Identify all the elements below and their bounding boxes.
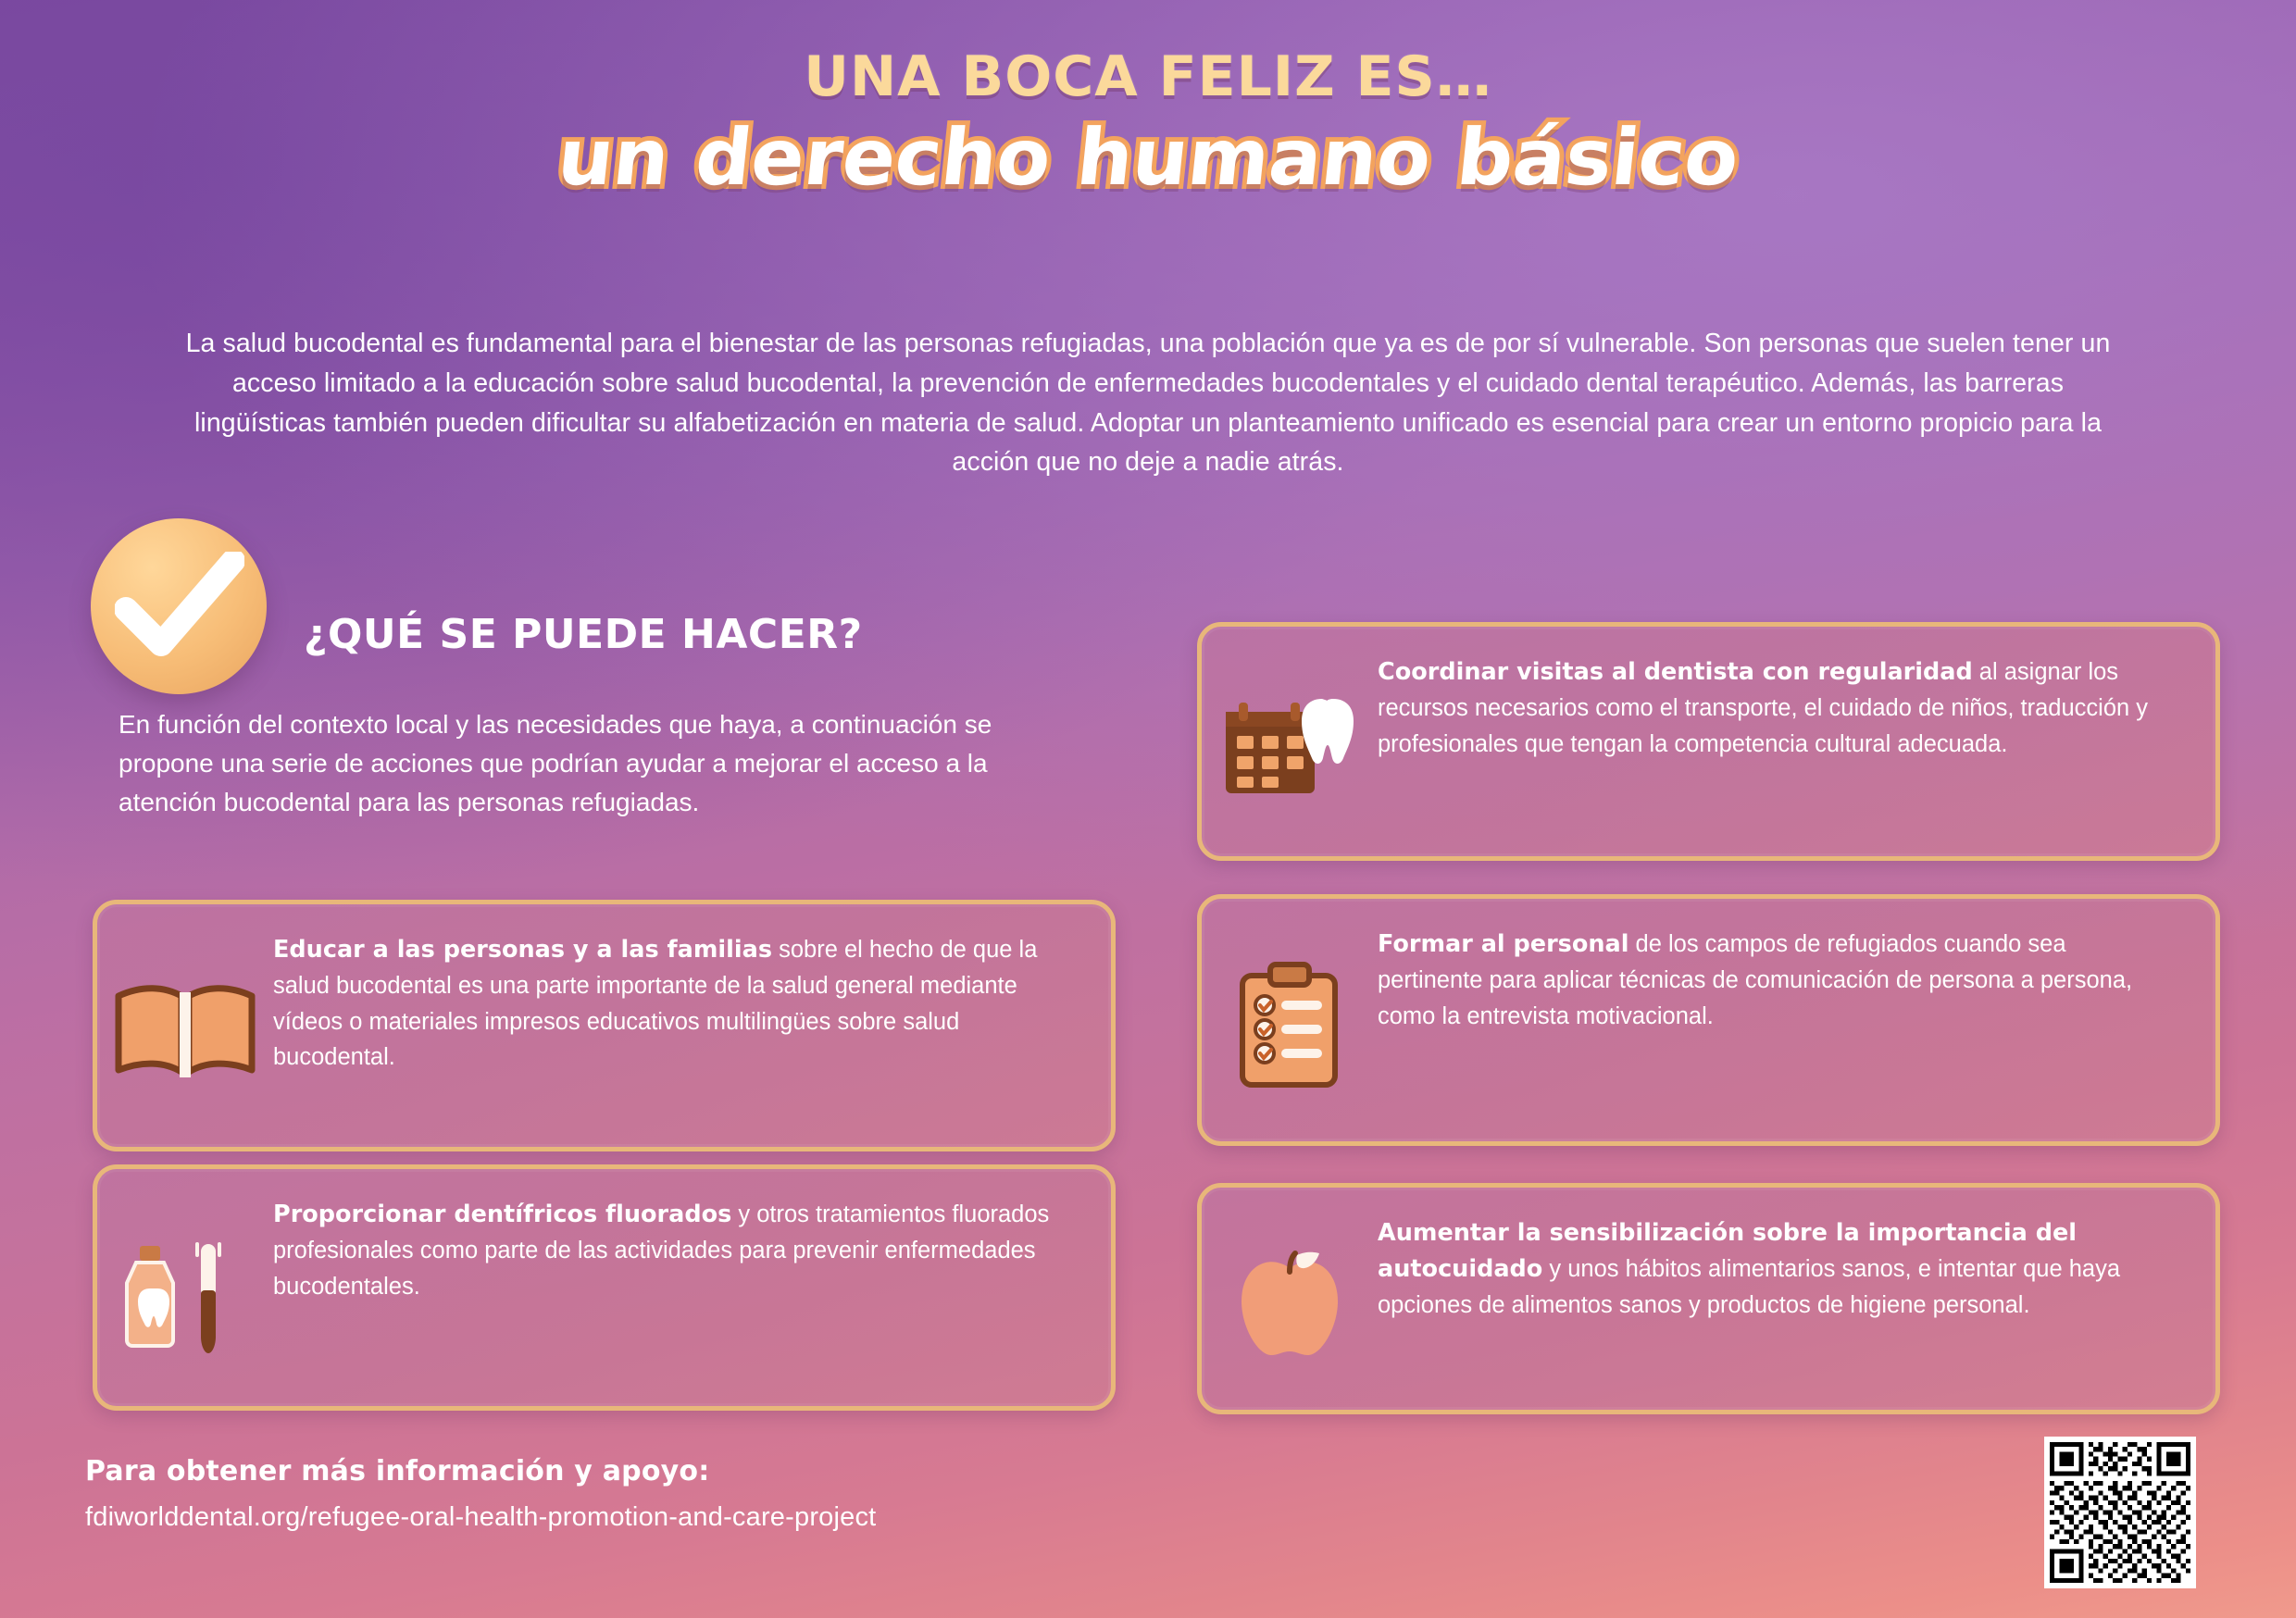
open-book-icon bbox=[97, 904, 273, 1151]
section-heading: ¿QUÉ SE PUEDE HACER? bbox=[304, 611, 863, 658]
card-rest-awareness: y unos hábitos alimentarios sanos, e intentar que haya opciones de alimentos sanos y productos de higiene personal. bbox=[1378, 1255, 2121, 1318]
page-title-line2: un derecho humano básico bbox=[553, 112, 1743, 203]
card-text-awareness bbox=[1378, 1188, 2215, 1350]
intro-paragraph: La salud bucodental es fundamental para el bienestar de las personas refugiadas, una población que ya es de por sí vulnerable. Son personas que suelen tener un acceso limitado a la educación sobre salud bucodental, la prevención de enfermedades bucodentales y el cuidado dental terapéutico. Además, las barreras lingüísticas también pueden dificultar su alfabetización en materia de salud. Adoptar un planteamiento unificado es esencial para crear un entorno propicio para la acción que no deje a nadie atrás. bbox=[185, 329, 2111, 478]
action-card-coordinate bbox=[1197, 622, 2220, 861]
card-text-coordinate bbox=[1378, 627, 2215, 790]
page-title-line1: UNA BOCA FELIZ ES… bbox=[804, 44, 1492, 109]
action-card-awareness bbox=[1197, 1183, 2220, 1414]
action-card-train bbox=[1197, 894, 2220, 1146]
qr-code[interactable] bbox=[2044, 1437, 2196, 1588]
card-text-fluoride bbox=[273, 1169, 1111, 1332]
footer-url[interactable]: fdiworlddental.org/refugee-oral-health-promotion-and-care-project bbox=[85, 1502, 877, 1532]
check-badge bbox=[91, 518, 267, 694]
toothpaste-toothbrush-icon bbox=[97, 1169, 273, 1411]
calendar-tooth-icon bbox=[1202, 627, 1378, 861]
card-text-educate bbox=[273, 904, 1111, 1103]
clipboard-checklist-icon bbox=[1202, 899, 1378, 1146]
card-rest-train: de los campos de refugiados cuando sea pertinente para aplicar técnicas de comunicación de persona a persona, como la entrevista motivacional. bbox=[1378, 931, 2133, 1029]
card-bold-train: Formar al personal bbox=[1378, 930, 1629, 958]
section-body: En función del contexto local y las necesidades que haya, a continuación se propone una serie de acciones que podrían ayudar a mejorar el acceso a la atención bucodental para las personas refugiadas. bbox=[119, 710, 992, 816]
card-rest-educate: sobre el hecho de que la salud bucodental es una parte importante de la salud general mediante vídeos o materiales impresos educativos multilingües sobre salud bucodental. bbox=[273, 937, 1038, 1071]
checkmark-icon bbox=[115, 552, 244, 661]
poster-title-block bbox=[0, 44, 2296, 203]
card-text-train bbox=[1378, 899, 2215, 1062]
card-bold-fluoride: Proporcionar dentífricos fluorados bbox=[273, 1201, 732, 1228]
qr-code-image bbox=[2050, 1442, 2190, 1583]
card-rest-fluoride: y otros tratamientos fluorados profesionales como parte de las actividades para prevenir enfermedades bucodentales. bbox=[273, 1201, 1050, 1300]
card-rest-coordinate: al asignar los recursos necesarios como el transporte, el cuidado de niños, traducción y profesionales que tengan la competencia cultural adecuada. bbox=[1378, 659, 2149, 757]
action-card-fluoride bbox=[93, 1164, 1116, 1411]
footer-title: Para obtener más información y apoyo: bbox=[85, 1455, 710, 1487]
card-bold-coordinate: Coordinar visitas al dentista con regularidad bbox=[1378, 658, 1973, 686]
action-card-educate bbox=[93, 900, 1116, 1151]
card-bold-educate: Educar a las personas y a las familias bbox=[273, 936, 772, 964]
apple-icon bbox=[1202, 1188, 1378, 1414]
footer-block bbox=[85, 1455, 876, 1533]
card-bold-awareness: Aumentar la sensibilización sobre la importancia del autocuidado bbox=[1378, 1219, 2078, 1283]
